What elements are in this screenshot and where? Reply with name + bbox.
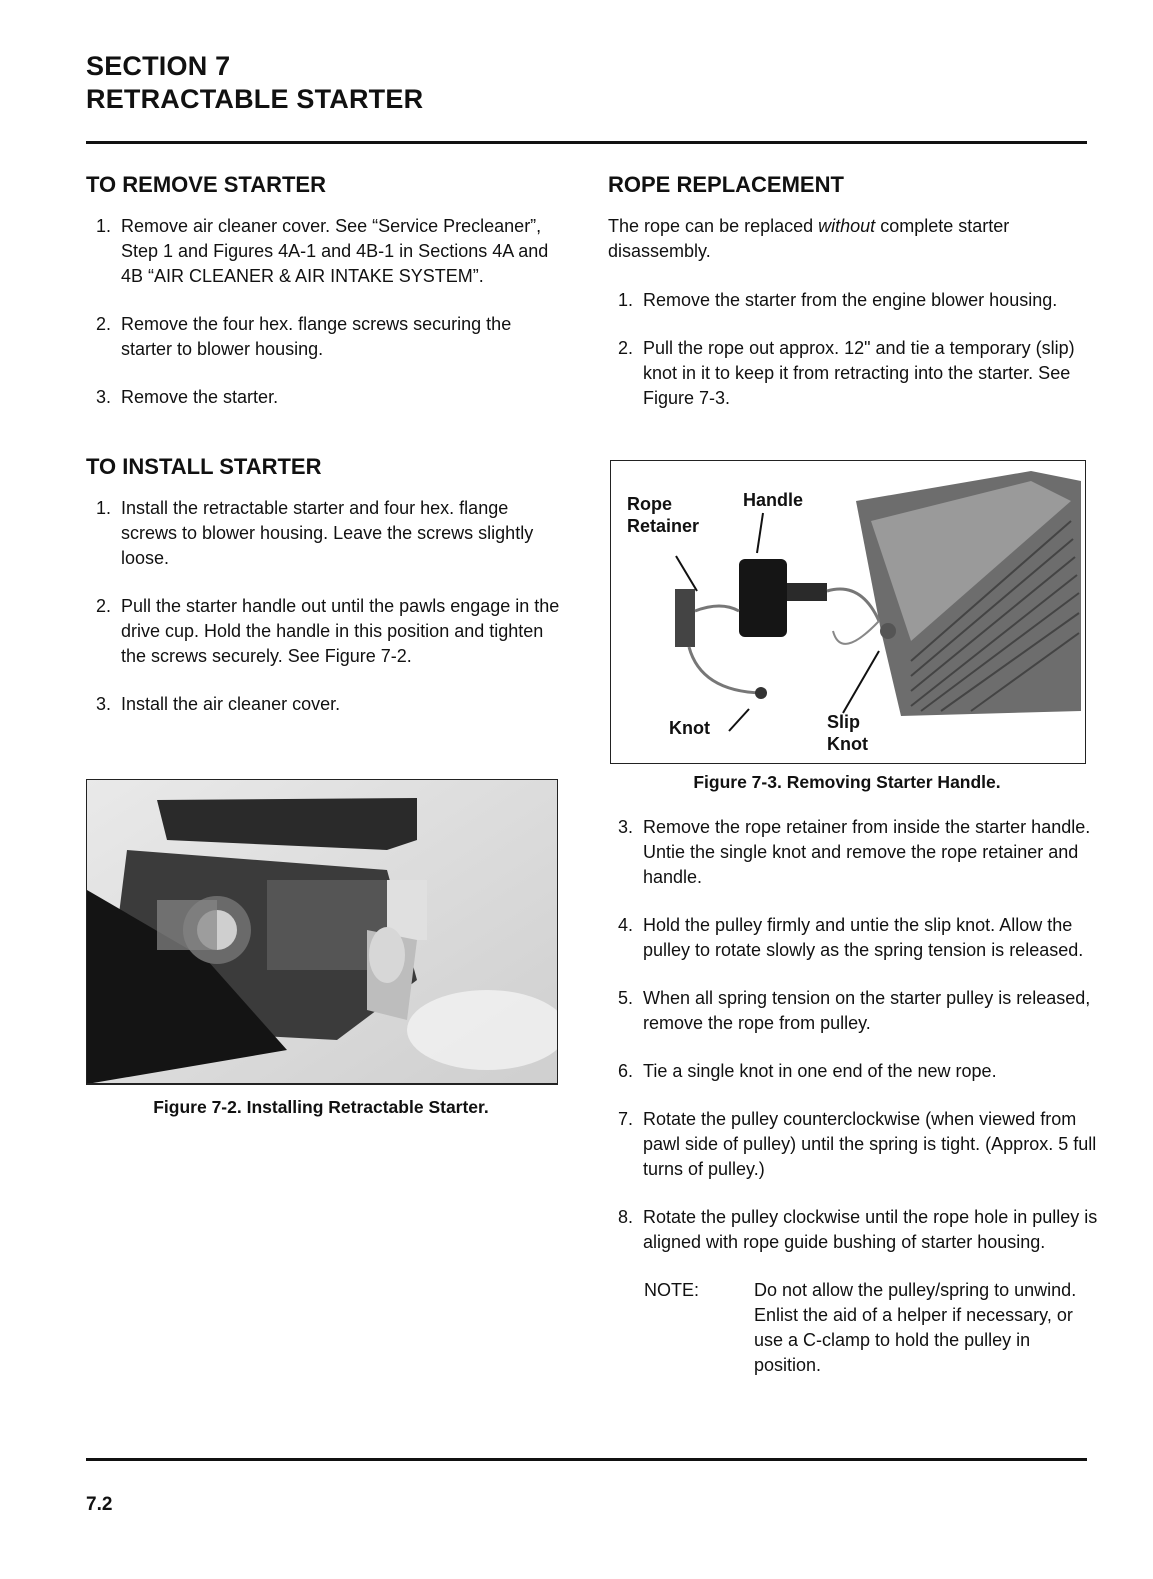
starter-install-photo [87,780,557,1084]
list-item: 3. Remove the rope retainer from inside the starter handle. Untie the single knot and remove the rope retainer and handle. [618,817,1091,887]
install-starter-heading: TO INSTALL STARTER [86,454,322,479]
note-block [644,1278,1098,1378]
note-label: NOTE: [644,1280,700,1300]
footer-rule [86,1458,1087,1461]
list-item: 1. Install the retractable starter and four hex. flange screws to blower housing. Leave the screws slightly loose. [96,498,534,568]
slip-knot-label: Slip Knot [827,712,868,754]
list-item: 7. Rotate the pulley counterclockwise (when viewed from pawl side of pulley) until the spring is tight. (Approx. 5 full turns of pulley.) [618,1109,1097,1179]
install-steps-list [86,496,560,717]
header-rule [86,141,1087,144]
rope-steps-list-a [608,288,1098,411]
list-item: 3. Install the air cleaner cover. [96,694,341,714]
section-number: SECTION 7 [86,51,231,81]
page-number: 7.2 [86,1494,113,1515]
rope-retainer-label: Rope Retainer [627,494,700,536]
list-item: 1. Remove the starter from the engine blower housing. [618,290,1058,310]
note-text: Do not allow the pulley/spring to unwind. Enlist the aid of a helper if necessary, or use a C-clamp to hold the pulley in position. [754,1280,1077,1375]
rope-replacement-heading: ROPE REPLACEMENT [608,172,844,197]
list-item: 2. Pull the rope out approx. 12" and tie a temporary (slip) knot in it to keep it from retracting into the starter. See Figure 7-3. [618,338,1075,408]
list-item: 2. Remove the four hex. flange screws securing the starter to blower housing. [96,314,512,359]
section-title: RETRACTABLE STARTER [86,84,424,114]
rope-intro: The rope can be replaced without complete starter disassembly. [608,216,1010,261]
remove-steps-list [86,214,560,410]
list-item: 1. Remove air cleaner cover. See “Service Precleaner”, Step 1 and Figures 4A-1 and 4B-1 in Sections 4A and 4B “AIR CLEANER & AIR INTAKE SYSTEM”. [96,216,549,286]
left-column [86,170,560,740]
figure-7-2-photo [86,779,558,1085]
figure-7-3-caption: Figure 7-3. Removing Starter Handle. [693,772,1001,792]
page-header [86,50,423,116]
list-item: 2. Pull the starter handle out until the pawls engage in the drive cup. Hold the handle in this position and tighten the screws securely. See Figure 7-2. [96,596,560,666]
figure-7-2-caption: Figure 7-2. Installing Retractable Starter. [153,1097,489,1117]
list-item: 3. Remove the starter. [96,387,279,407]
list-item: 8. Rotate the pulley clockwise until the rope hole in pulley is aligned with rope guide bushing of starter housing. [618,1207,1098,1252]
knot-label: Knot [669,718,710,738]
list-item: 4. Hold the pulley firmly and untie the slip knot. Allow the pulley to rotate slowly as the spring tension is released. [618,915,1084,960]
remove-starter-heading: TO REMOVE STARTER [86,172,326,197]
list-item: 6. Tie a single knot in one end of the new rope. [618,1061,997,1081]
list-item: 5. When all spring tension on the starter pulley is released, remove the rope from pulley. [618,988,1091,1033]
figure-7-3-diagram [610,460,1086,764]
rope-steps-list-b [608,815,1098,1255]
right-column-top [608,170,1098,434]
right-column-bottom [608,815,1098,1378]
handle-label: Handle [743,490,804,510]
